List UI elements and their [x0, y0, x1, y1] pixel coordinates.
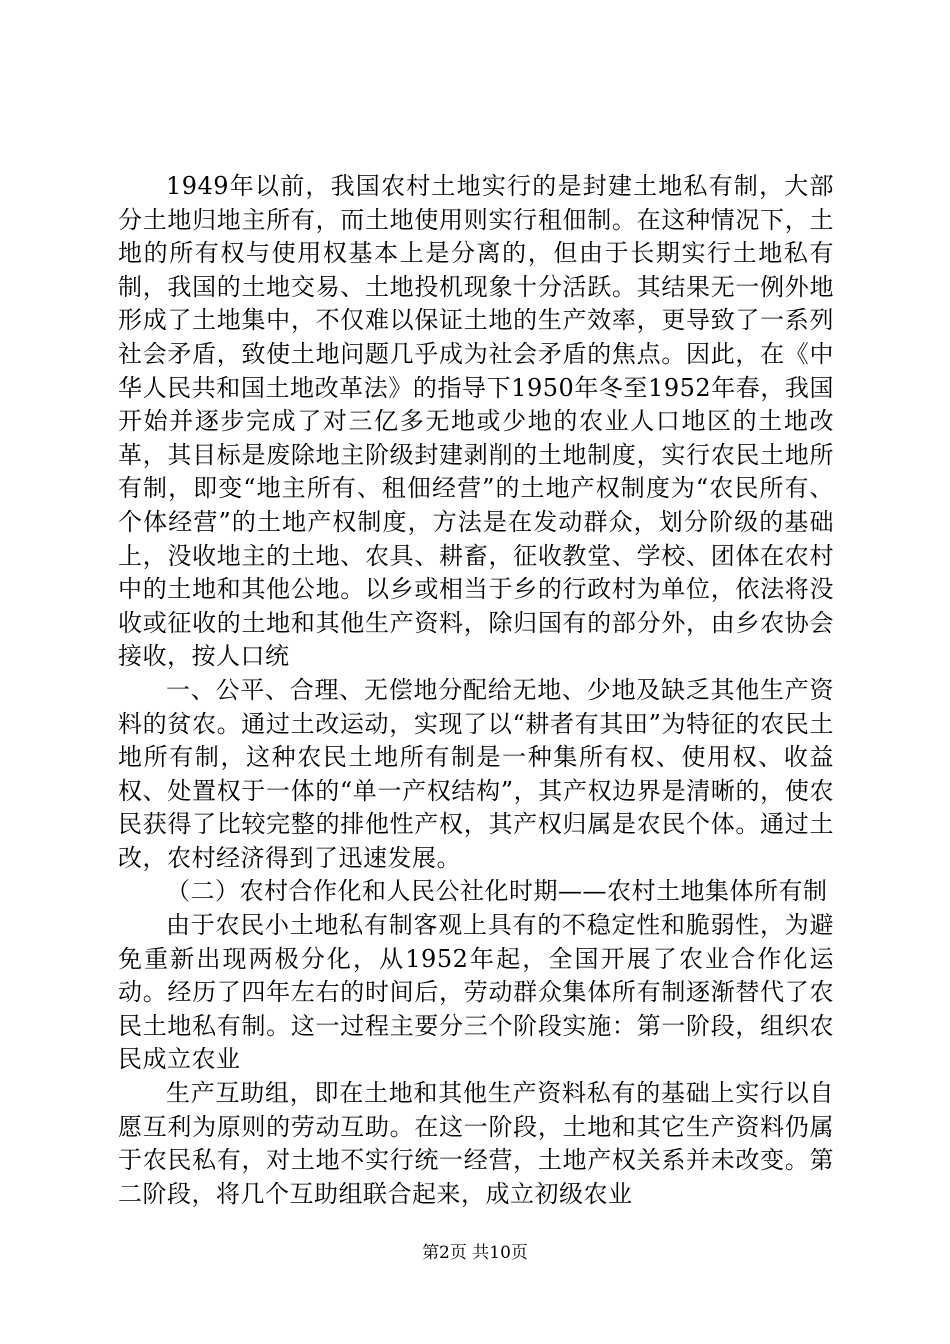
paragraph-land-distribution: 一、公平、合理、无偿地分配给无地、少地及缺乏其他生产资料的贫农。通过土改运动，实现了以“耕者有其田”为特征的农民土地所有制，这种农民土地所有制是一种集所有权、使用权、收益权、处置权于一体的“单一产权结构”，其产权边界是清晰的，使农民获得了比较完整的排他性产权，其产权归属是农民个体。通过土改，农村经济得到了迅速发展。 [118, 675, 834, 872]
paragraph-mutual-aid-groups: 生产互助组，即在土地和其他生产资料私有的基础上实行以自愿互利为原则的劳动互助。在这一阶段，土地和其它生产资料仍属于农民私有，对土地不实行统一经营，土地产权关系并未改变。第二阶段，将几个互助组联合起来，成立初级农业 [118, 1079, 834, 1208]
section-heading-cooperative-period: （二）农村合作化和人民公社化时期——农村土地集体所有制 [166, 877, 828, 906]
document-body [118, 170, 834, 1211]
paragraph-land-reform-history: 1949年以前，我国农村土地实行的是封建土地私有制，大部分土地归地主所有，而土地使用则实行租佃制。在这种情况下，土地的所有权与使用权基本上是分离的，但由于长期实行土地私有制，我国的土地交易、土地投机现象十分活跃。其结果无一例外地形成了土地集中，不仅难以保证土地的生产效率，更导致了一系列社会矛盾，致使土地问题几乎成为社会矛盾的焦点。因此，在《中华人民共和国土地改革法》的指导下1950年冬至1952年春，我国开始并逐步完成了对三亿多无地或少地的农业人口地区的土地改革，其目标是废除地主阶级封建剥削的土地制度，实行农民土地所有制，即变“地主所有、租佃经营”的土地产权制度为“农民所有、个体经营”的土地产权制度，方法是在发动群众，划分阶级的基础上，没收地主的土地、农具、耕畜，征收教堂、学校、团体在农村中的土地和其他公地。以乡或相当于乡的行政村为单位，依法将没收或征收的土地和其他生产资料，除归国有的部分外，由乡农协会接收，按人口统 [118, 172, 834, 671]
paragraph-cooperative-movement: 由于农民小土地私有制客观上具有的不稳定性和脆弱性，为避免重新出现两极分化，从1952年起，全国开展了农业合作化运动。经历了四年左右的时间后，劳动群众集体所有制逐渐替代了农民土地私有制。这一过程主要分三个阶段实施：第一阶段，组织农民成立农业 [118, 911, 834, 1074]
page-number-footer: 第2页 共10页 [422, 1243, 528, 1263]
